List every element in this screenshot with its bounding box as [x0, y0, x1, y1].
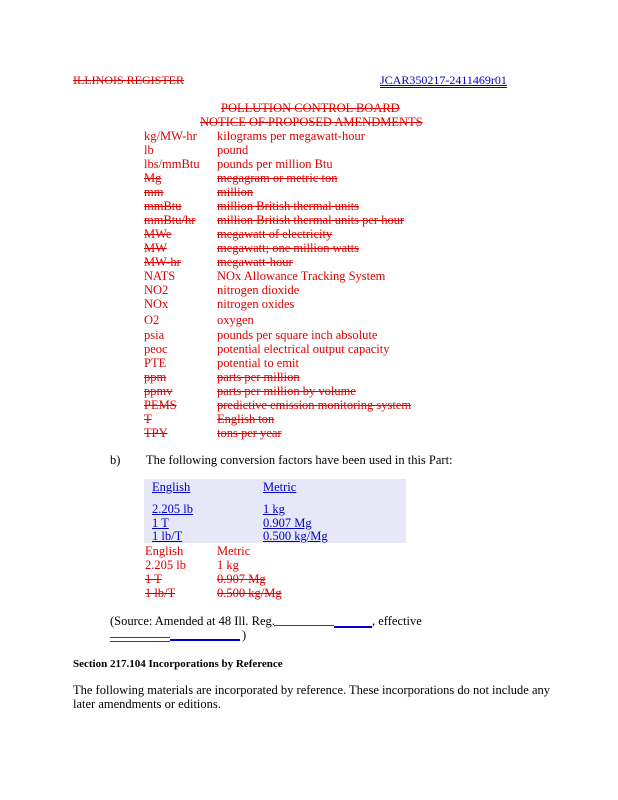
abbreviation-term: TPY [144, 426, 168, 440]
old-metric-2: 0.907 Mg [217, 572, 266, 586]
source-blank-blue [334, 626, 372, 628]
abbreviation-definition: parts per million by volume [217, 384, 356, 398]
conversion-metric-1: 1 kg [263, 502, 285, 516]
abbreviation-definition: million [217, 185, 254, 199]
abbreviation-term: ppm [144, 370, 167, 384]
abbreviation-term: mm [144, 185, 164, 199]
abbreviation-term: PTE [144, 356, 167, 370]
old-metric-3: 0.500 kg/Mg [217, 586, 282, 600]
conversion-header-english: English [152, 480, 191, 494]
abbreviation-term: O2 [144, 313, 160, 327]
abbreviation-definition: parts per million [217, 370, 300, 384]
old-english-1: 2.205 lb [145, 558, 186, 572]
board-title: POLLUTION CONTROL BOARD [221, 101, 400, 115]
source-prefix: (Source: Amended at 48 Ill. Reg. [110, 614, 275, 628]
abbreviation-definition: potential electrical output capacity [217, 342, 390, 356]
conversion-header-metric: Metric [263, 480, 297, 494]
abbreviation-definition: English ton [217, 412, 275, 426]
section-b-label: b) [110, 453, 121, 467]
abbreviation-term: MWe [144, 227, 172, 241]
abbreviation-term: MW-hr [144, 255, 181, 269]
abbreviation-definition: nitrogen dioxide [217, 283, 300, 297]
abbreviation-term: psia [144, 328, 165, 342]
abbreviation-definition: nitrogen oxides [217, 297, 295, 311]
jcar-reference: JCAR350217-2411469r01 [380, 73, 507, 87]
abbreviation-term: kg/MW-hr [144, 129, 197, 143]
abbreviation-term: mmBtu [144, 199, 182, 213]
conversion-english-1: 2.205 lb [152, 502, 193, 516]
conversion-metric-2: 0.907 Mg [263, 516, 312, 530]
abbreviation-definition: pounds per million Btu [217, 157, 333, 171]
effective-blank-blue [170, 639, 240, 641]
abbreviation-term: lb [144, 143, 154, 157]
effective-blank-red [110, 637, 170, 638]
register-header: ILLINOIS REGISTER [73, 73, 184, 87]
abbreviation-definition: million British thermal units per hour [217, 213, 405, 227]
abbreviation-term: NATS [144, 269, 176, 283]
abbreviation-definition: pounds per square inch absolute [217, 328, 378, 342]
section-b-text: The following conversion factors have been used in this Part: [146, 453, 453, 467]
abbreviation-definition: tons per year [217, 426, 282, 440]
body-line-1: The following materials are incorporated by reference. These incorporations do not include any [73, 683, 551, 697]
abbreviation-definition: megawatt; one million watts [217, 241, 359, 255]
old-english-2: 1 T [145, 572, 162, 586]
source-suffix: , effective [372, 614, 422, 628]
abbreviation-term: NOx [144, 297, 169, 311]
abbreviation-term: T [144, 412, 152, 426]
abbreviation-definition: predictive emission monitoring system [217, 398, 412, 412]
abbreviation-term: Mg [144, 171, 162, 185]
abbreviation-definition: megawatt of electricity [217, 227, 333, 241]
abbreviation-definition: megagram or metric ton [217, 171, 338, 185]
conversion-english-3: 1 lb/T [152, 529, 183, 543]
abbreviation-definition: megawatt-hour [217, 255, 293, 269]
body-line-2: later amendments or editions. [73, 697, 221, 711]
abbreviation-term: PEMS [144, 398, 177, 412]
abbreviation-definition: NOx Allowance Tracking System [217, 269, 386, 283]
abbreviation-term: ppmv [144, 384, 173, 398]
abbreviation-definition: potential to emit [217, 356, 299, 370]
old-header-metric: Metric [217, 544, 251, 558]
abbreviation-definition: pound [217, 143, 249, 157]
section-heading: Section 217.104 Incorporations by Reference [73, 658, 283, 670]
effective-blank-red-2 [110, 641, 170, 642]
abbreviation-definition: oxygen [217, 313, 254, 327]
abbreviation-definition: kilograms per megawatt-hour [217, 129, 365, 143]
abbreviation-term: MW [144, 241, 167, 255]
old-metric-1: 1 kg [217, 558, 239, 572]
old-english-3: 1 lb/T [145, 586, 176, 600]
conversion-english-2: 1 T [152, 516, 169, 530]
conversion-metric-3: 0.500 kg/Mg [263, 529, 328, 543]
old-header-english: English [145, 544, 184, 558]
abbreviation-term: NO2 [144, 283, 169, 297]
abbreviation-term: mmBtu/hr [144, 213, 196, 227]
abbreviation-definition: million British thermal units [217, 199, 360, 213]
source-blank-red [274, 625, 334, 626]
abbreviation-term: lbs/mmBtu [144, 157, 200, 171]
notice-title: NOTICE OF PROPOSED AMENDMENTS [200, 115, 423, 129]
abbreviation-term: peoc [144, 342, 168, 356]
source-close: ) [242, 628, 247, 642]
